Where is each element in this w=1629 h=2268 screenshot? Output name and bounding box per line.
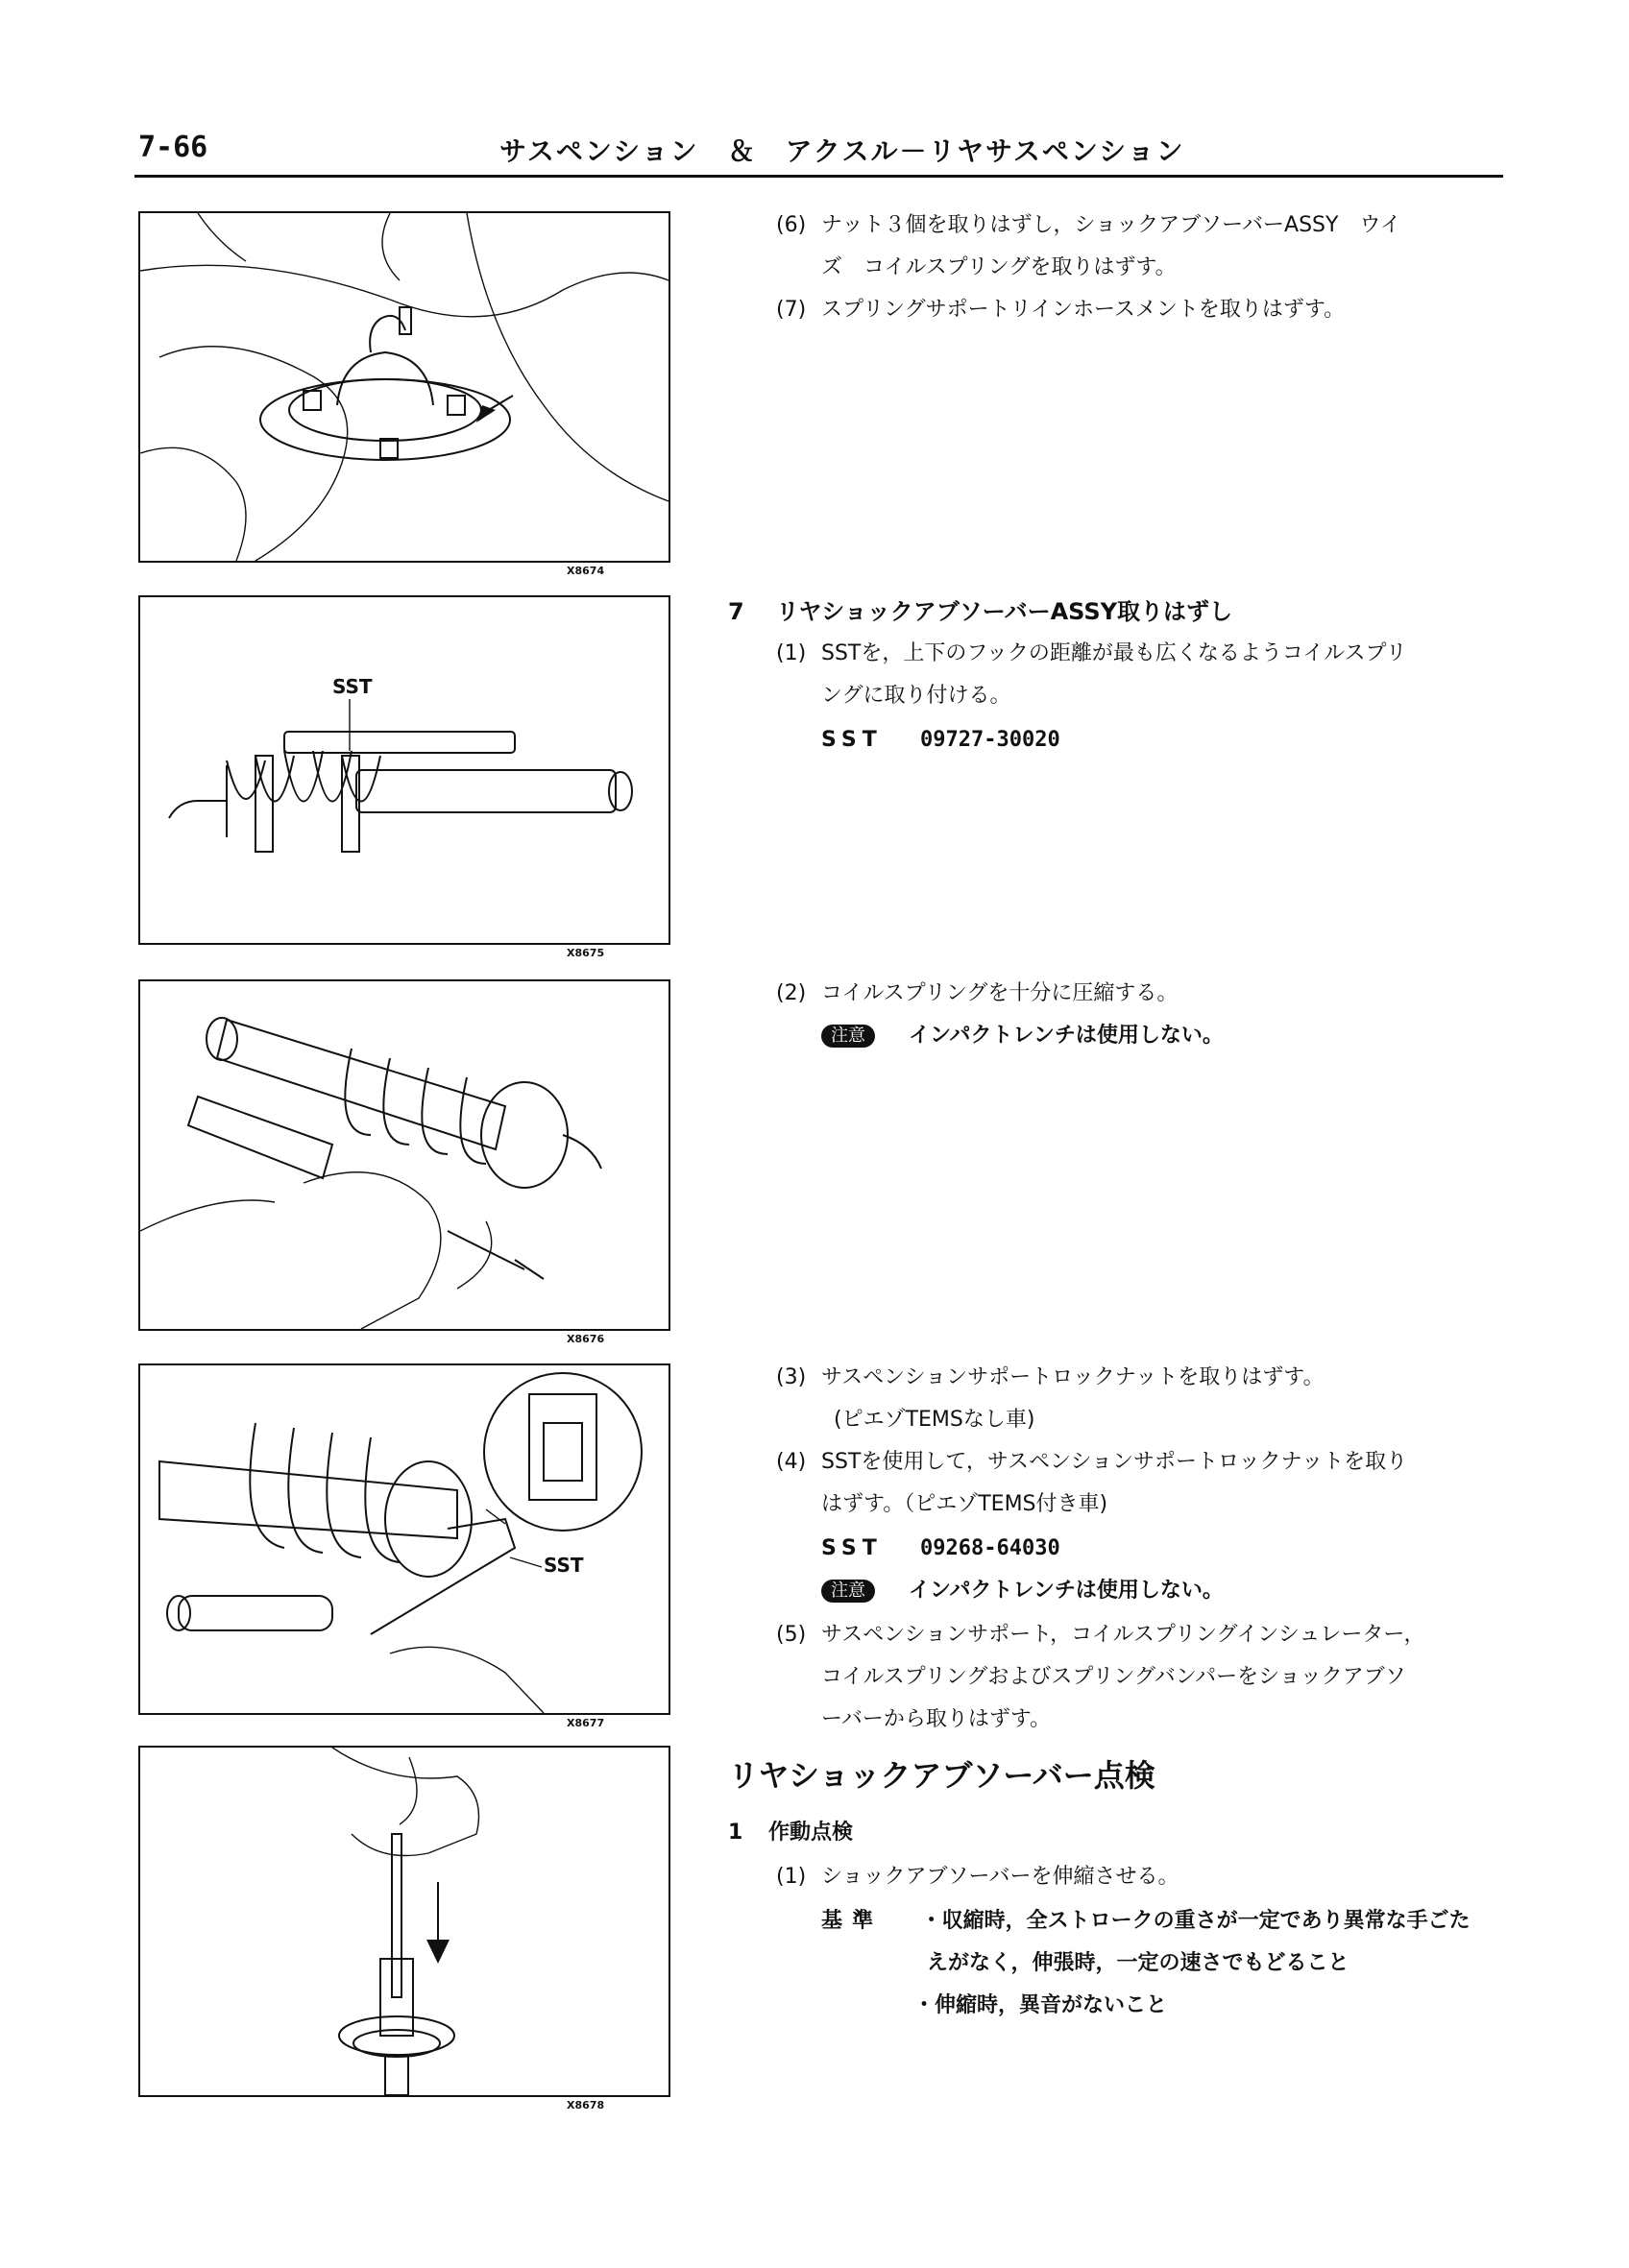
standard-1-line-1: ・収縮時，全ストロークの重さが一定であり異常な手ごた <box>920 1909 1471 1933</box>
caution-2-row <box>821 1577 1224 1605</box>
section-7-title: リヤショックアブソーバーASSY取りはずし <box>776 598 1233 625</box>
s7-step-1-line-1: SSTを，上下のフックの距離が最も広くなるようコイルスプリ <box>821 641 1407 665</box>
sst-1-row <box>821 726 1060 755</box>
s7-step-1-number: (1) <box>776 641 807 665</box>
page-header <box>134 127 1503 178</box>
s7-step-4-line-2: はずす。（ピエゾTEMS付き車) <box>821 1492 1108 1516</box>
sst-2-code: 09268-64030 <box>920 1536 1060 1560</box>
sst-2-row <box>821 1534 1060 1563</box>
page-number: 7-66 <box>138 131 208 164</box>
figure-x8677 <box>138 1363 670 1715</box>
figure-x8675 <box>138 595 670 945</box>
figure-x8676-drawing <box>140 981 669 1329</box>
step-6-line-1: ナット３個を取りはずし，ショックアブソーバーASSY ウイ <box>821 213 1401 237</box>
standard-row-1 <box>821 1907 1471 1936</box>
figure-code: X8677 <box>567 1717 605 1729</box>
s7-step-4-line-1: SSTを使用して，サスペンションサポートロックナットを取り <box>821 1450 1408 1474</box>
figure-x8675-drawing <box>140 597 669 943</box>
step-6-number: (6) <box>776 213 807 237</box>
section-7-number: 7 <box>728 598 744 625</box>
inspection-item-title: 作動点検 <box>768 1821 854 1845</box>
caution-badge: 注意 <box>821 1580 875 1603</box>
figure-x8678-drawing <box>140 1748 669 2095</box>
figure-sst-label: SST <box>544 1554 584 1577</box>
sst-1-label: SST <box>821 728 883 752</box>
s7-step-5-line-2: コイルスプリングおよびスプリングバンパーをショックアブソ <box>821 1665 1406 1689</box>
caution-text: インパクトレンチは使用しない。 <box>909 1024 1224 1048</box>
figure-x8674 <box>138 211 670 563</box>
inspection-item-number: 1 <box>728 1821 743 1845</box>
s7-step-3-line-2: (ピエゾTEMSなし車) <box>834 1408 1035 1432</box>
caution-1-row <box>821 1022 1224 1050</box>
step-7-line-1: スプリングサポートリインホースメントを取りはずす。 <box>821 298 1346 322</box>
s7-step-3-number: (3) <box>776 1365 807 1389</box>
inspection-step-1-number: (1) <box>776 1865 807 1889</box>
sst-2-label: SST <box>821 1536 883 1560</box>
caution-text: インパクトレンチは使用しない。 <box>909 1579 1224 1603</box>
standard-label: 基準 <box>821 1909 884 1933</box>
s7-step-5-number: (5) <box>776 1623 807 1647</box>
standard-2: ・伸縮時，異音がないこと <box>913 1993 1168 2017</box>
sst-1-code: 09727-30020 <box>920 728 1060 752</box>
standard-1-line-2: えがなく，伸張時，一定の速さでもどること <box>927 1951 1349 1975</box>
figure-code: X8678 <box>567 2099 605 2111</box>
inspection-section-title: リヤショックアブソーバー点検 <box>728 1757 1155 1794</box>
caution-badge: 注意 <box>821 1025 875 1048</box>
s7-step-4-number: (4) <box>776 1450 807 1474</box>
figure-x8677-drawing <box>140 1365 669 1713</box>
step-7-number: (7) <box>776 298 807 322</box>
s7-step-5-line-3: ーバーから取りはずす。 <box>821 1707 1052 1731</box>
figure-sst-label: SST <box>332 675 373 698</box>
s7-step-2-line-1: コイルスプリングを十分に圧縮する。 <box>821 981 1179 1005</box>
figure-x8678 <box>138 1746 670 2097</box>
figure-x8676 <box>138 979 670 1331</box>
s7-step-1-line-2: ングに取り付ける。 <box>821 684 1011 708</box>
s7-step-2-number: (2) <box>776 981 807 1005</box>
figure-code: X8674 <box>567 565 605 577</box>
s7-step-5-line-1: サスペンションサポート，コイルスプリングインシュレーター， <box>821 1623 1425 1647</box>
figure-code: X8675 <box>567 947 605 959</box>
s7-step-3-line-1: サスペンションサポートロックナットを取りはずす。 <box>821 1365 1325 1389</box>
figure-x8674-drawing <box>140 213 669 561</box>
figure-code: X8676 <box>567 1333 605 1345</box>
chapter-title: サスペンション ＆ アクスル－リヤサスペンション <box>499 135 1185 167</box>
step-6-line-2: ズ コイルスプリングを取りはずす。 <box>821 255 1177 279</box>
inspection-step-1-line-1: ショックアブソーバーを伸縮させる。 <box>821 1865 1179 1889</box>
